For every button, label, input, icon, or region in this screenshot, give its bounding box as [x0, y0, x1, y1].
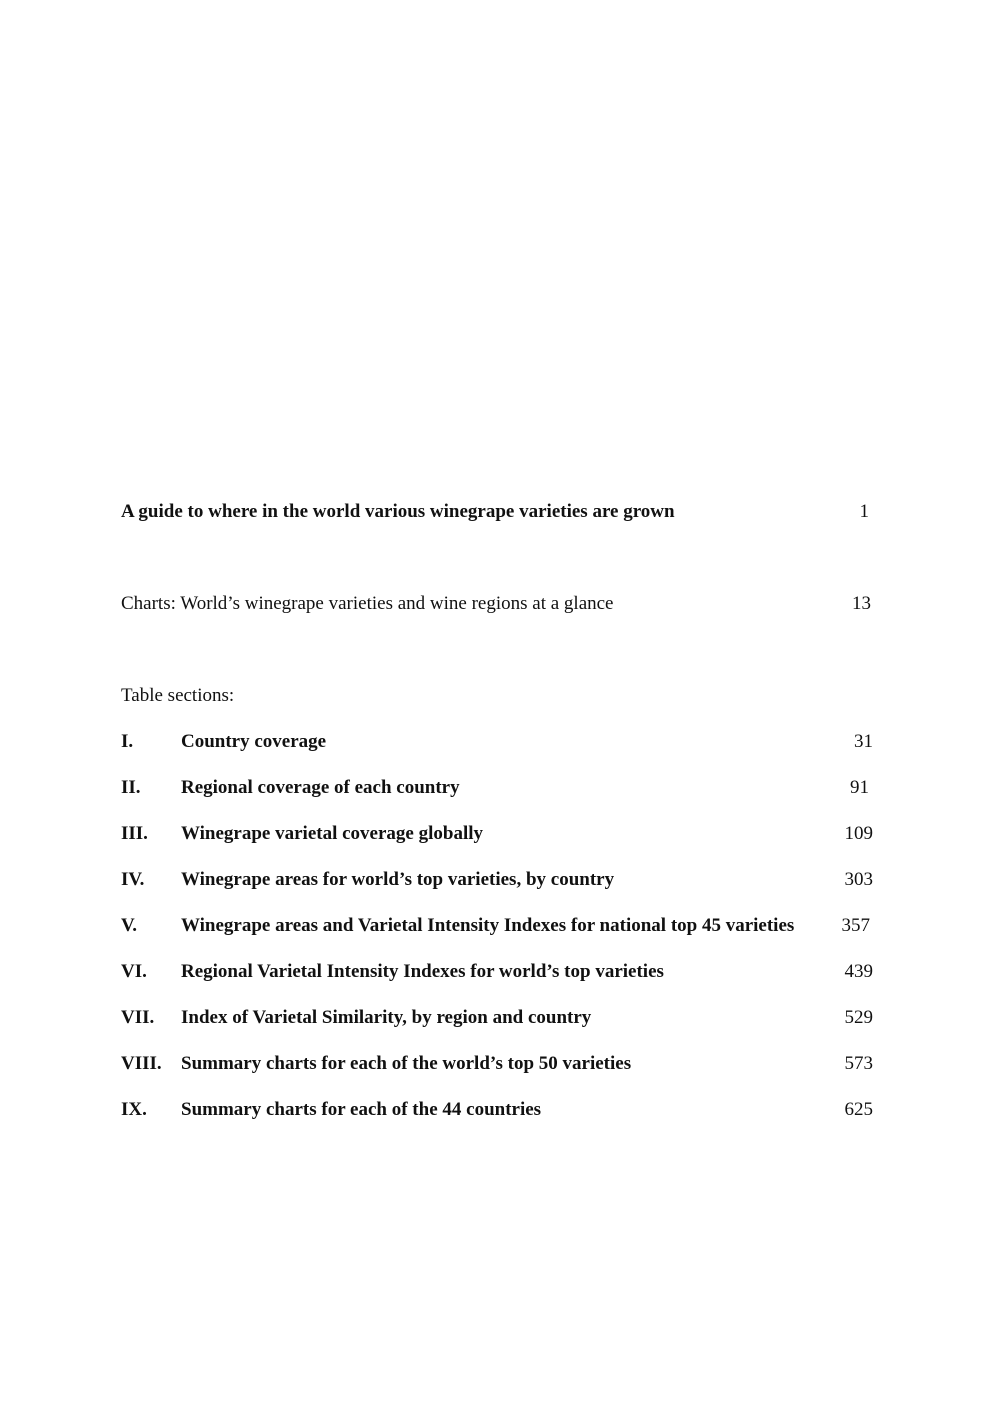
toc-entry-title: A guide to where in the world various winegrape varieties are grown	[121, 501, 675, 522]
toc-section-row[interactable]	[121, 913, 873, 939]
section-numeral: VIII.	[121, 1053, 162, 1074]
section-title: Country coverage	[181, 731, 327, 752]
table-sections-heading: Table sections:	[121, 685, 235, 706]
section-numeral: IV.	[121, 869, 145, 890]
toc-section-row[interactable]	[121, 821, 873, 847]
toc-entry-title: Charts: World’s winegrape varieties and wine regions at a glance	[121, 593, 614, 614]
toc-section-row[interactable]	[121, 1097, 873, 1123]
section-title: Summary charts for each of the world’s top 50 varieties	[181, 1053, 632, 1074]
section-page: 529	[844, 1007, 873, 1028]
section-numeral: II.	[121, 777, 141, 798]
section-page: 31	[854, 731, 873, 752]
toc-section-row[interactable]	[121, 1005, 873, 1031]
toc-entry-guide[interactable]	[121, 499, 871, 525]
section-page: 109	[844, 823, 873, 844]
toc-entry-page: 13	[852, 593, 871, 614]
toc-entry-charts[interactable]	[121, 591, 871, 617]
toc-section-row[interactable]	[121, 1051, 873, 1077]
section-page: 357	[841, 915, 870, 936]
section-numeral: III.	[121, 823, 148, 844]
section-page: 625	[844, 1099, 873, 1120]
section-title: Regional coverage of each country	[181, 777, 460, 798]
section-page: 91	[850, 777, 869, 798]
section-numeral: VI.	[121, 961, 147, 982]
section-numeral: IX.	[121, 1099, 147, 1120]
section-numeral: VII.	[121, 1007, 155, 1028]
toc-section-row[interactable]	[121, 867, 873, 893]
section-title: Winegrape areas for world’s top varieties, by country	[181, 869, 615, 890]
section-title: Index of Varietal Similarity, by region and country	[181, 1007, 592, 1028]
toc-section-row[interactable]	[121, 959, 873, 985]
section-title: Regional Varietal Intensity Indexes for world’s top varieties	[181, 961, 664, 982]
section-title: Winegrape varietal coverage globally	[181, 823, 484, 844]
toc-section-row[interactable]	[121, 775, 873, 801]
section-page: 573	[844, 1053, 873, 1074]
section-page: 303	[844, 869, 873, 890]
toc-entry-page: 1	[859, 501, 869, 522]
section-title: Winegrape areas and Varietal Intensity Indexes for national top 45 varieties	[181, 915, 795, 936]
section-page: 439	[844, 961, 873, 982]
section-numeral: V.	[121, 915, 138, 936]
section-title: Summary charts for each of the 44 countries	[181, 1099, 542, 1120]
section-numeral: I.	[121, 731, 134, 752]
toc-section-row[interactable]	[121, 729, 873, 755]
